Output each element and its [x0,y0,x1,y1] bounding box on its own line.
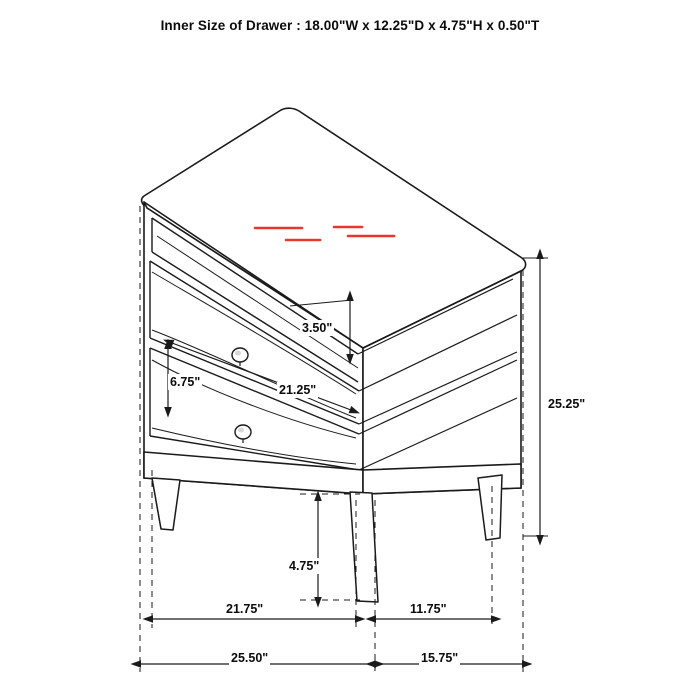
dim-label-drawer-front-width: 21.25" [279,383,317,397]
leg-front-center [350,492,378,602]
leg-back-right [478,475,502,540]
dim-label-overall-height: 25.25" [548,397,586,411]
dim-label-overall-depth: 15.75" [421,651,459,665]
upper-drawer-knob [232,348,248,362]
dim-label-overall-width: 25.50" [231,651,269,665]
lower-drawer-knob [235,425,251,439]
upper-drawer-knob-highlight [235,351,241,356]
page-title: Inner Size of Drawer : 18.00"W x 12.25"D x 4.75"H x 0.50"T [160,18,540,33]
lower-drawer-knob-highlight [238,428,244,433]
dim-label-leg-height: 4.75" [289,559,320,573]
dim-label-side-depth: 11.75" [410,602,447,616]
dim-label-drawer-front-height: 3.50" [302,321,333,335]
dim-label-front-width: 21.75" [226,602,264,616]
dim-label-lower-drawer-height: 6.75" [170,375,201,389]
